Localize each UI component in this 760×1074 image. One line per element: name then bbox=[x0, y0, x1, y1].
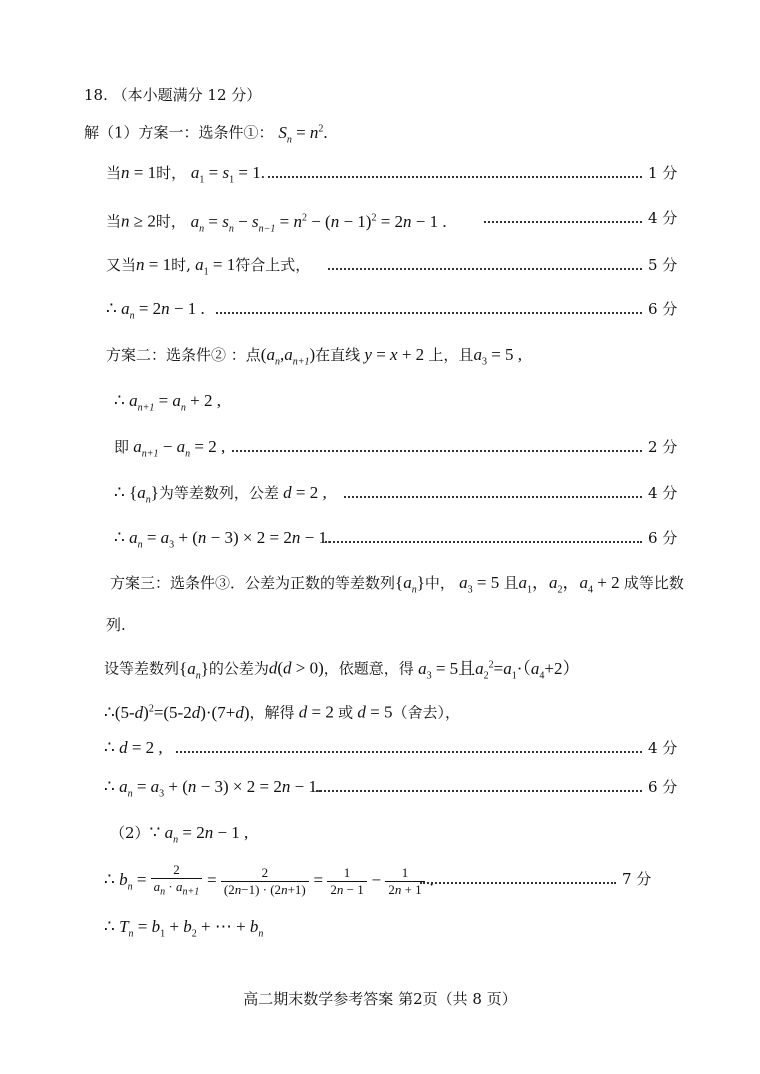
step-bn bbox=[104, 862, 434, 906]
leader-dots bbox=[328, 266, 642, 270]
formula: $a_1$，$a_2$，$a_4 + 2$ bbox=[518, 573, 624, 596]
step-arithmetic bbox=[114, 482, 327, 511]
question-number: 18. bbox=[84, 86, 108, 104]
leader-dots bbox=[232, 448, 642, 452]
text: 在直线 bbox=[315, 346, 361, 364]
formula: − bbox=[371, 870, 386, 890]
formula: $a_3 = 5$ bbox=[459, 573, 504, 596]
formula: ∴ $b_n$ = bbox=[104, 870, 151, 893]
formula: $(a_n,a_{n+1})$ bbox=[260, 345, 316, 368]
formula: n bbox=[121, 163, 130, 182]
formula: ∴ $a_n = 2n - 1$ . bbox=[106, 299, 205, 322]
score-mark: 1 分 bbox=[648, 164, 678, 182]
score-mark: 4 分 bbox=[648, 739, 678, 757]
text: 且 bbox=[503, 574, 519, 592]
formula: $a_3 = 5$ , bbox=[473, 345, 523, 368]
formula: y = x + 2 bbox=[364, 345, 429, 364]
formula: ∴ d = 2 , bbox=[104, 738, 163, 757]
text: 成等比数 bbox=[623, 574, 684, 592]
leader-dots bbox=[216, 310, 642, 314]
formula: d = 2 , bbox=[283, 483, 327, 502]
formula: = 1 bbox=[144, 255, 172, 274]
text: （2） bbox=[110, 824, 150, 842]
formula: $a_1 = 1$ bbox=[195, 255, 236, 278]
fraction: $\frac{2}{(2n-1) \cdot (2n+1)}$ bbox=[221, 865, 309, 898]
step-setup bbox=[104, 654, 580, 687]
fraction: $\frac{2}{a_n \cdot a_{n+1}}$ bbox=[151, 862, 203, 901]
formula: $\{a_n\}$ bbox=[395, 573, 425, 596]
plan-three bbox=[110, 572, 684, 601]
text: 当 bbox=[106, 164, 122, 182]
step-conclusion bbox=[106, 298, 205, 327]
text: 的公差为 bbox=[208, 659, 269, 678]
formula: $a_{n+1} - a_n = 2$ , bbox=[133, 437, 226, 460]
step-general-term bbox=[114, 527, 331, 556]
score-mark: 6 分 bbox=[648, 778, 678, 796]
step-equation bbox=[104, 698, 460, 724]
text: 又当 bbox=[106, 256, 137, 274]
step-an-result bbox=[104, 776, 321, 805]
text: 时， bbox=[155, 212, 186, 231]
text: 时, bbox=[171, 256, 191, 274]
question-header bbox=[84, 84, 261, 106]
step-d-value bbox=[104, 737, 163, 759]
text: 为等差数列，公差 bbox=[158, 484, 279, 502]
page-footer: 高二期末数学参考答案 第2页（共 8 页） bbox=[243, 990, 517, 1008]
text: 当 bbox=[106, 212, 122, 231]
text: （舍去）， bbox=[392, 703, 460, 722]
formula: . bbox=[429, 870, 434, 890]
score-mark: 4 分 bbox=[648, 209, 678, 227]
formula: d = 5 bbox=[357, 702, 393, 722]
step-recurrence bbox=[114, 390, 221, 419]
score-mark: 7 分 bbox=[622, 870, 652, 888]
formula: ≥ 2 bbox=[129, 211, 156, 231]
fraction: $\frac{1}{2n + 1}$ bbox=[385, 865, 424, 898]
formula: = bbox=[207, 870, 221, 890]
step-difference bbox=[114, 436, 225, 465]
formula: n bbox=[136, 255, 145, 274]
leader-dots bbox=[322, 539, 642, 543]
formula: $a_3 = 5$且$a_2^2=a_1\cdot(a_4+2)$ bbox=[418, 658, 580, 682]
formula: d(d > 0) bbox=[268, 658, 324, 678]
text: 中， bbox=[424, 574, 455, 592]
text: 方案二：选条件② ：点 bbox=[106, 346, 261, 364]
leader-dots bbox=[176, 749, 642, 753]
text: 设等差数列 bbox=[104, 659, 180, 678]
step-check bbox=[106, 254, 310, 283]
text: 上，且 bbox=[428, 346, 474, 364]
part-two bbox=[110, 822, 248, 851]
formula: ∴ $a_n = a_3 + (n - 3) \times 2 = 2n - 1$. bbox=[114, 528, 332, 551]
score-mark: 5 分 bbox=[648, 256, 678, 274]
formula: $S_n = n^2$. bbox=[278, 122, 328, 146]
formula: ∴ $a_n = a_3 + (n - 3) \times 2 = 2n - 1$. bbox=[104, 777, 322, 800]
formula: ∴ $\{a_n\}$ bbox=[114, 483, 159, 506]
text: 或 bbox=[338, 703, 354, 722]
text: 方案三：选条件③．公差为正数的等差数列 bbox=[110, 574, 396, 592]
text: ，依题意，得 bbox=[323, 659, 414, 678]
score-mark: 6 分 bbox=[648, 300, 678, 318]
text: 符合上式， bbox=[235, 256, 311, 274]
formula: ∴ $T_n = b_1 + b_2$ + ⋯ + $b_n$ bbox=[104, 917, 264, 940]
text: 即 bbox=[114, 438, 130, 456]
leader-dots bbox=[312, 788, 642, 792]
question-note: （本小题满分 12 分） bbox=[112, 86, 262, 104]
formula: = bbox=[313, 870, 328, 890]
formula: = 1 bbox=[129, 163, 157, 182]
plan-three-cont: 列. bbox=[106, 616, 126, 634]
step-n1 bbox=[106, 162, 265, 191]
score-mark: 2 分 bbox=[648, 438, 678, 456]
plan-two bbox=[106, 344, 522, 373]
text: 时， bbox=[156, 164, 187, 182]
text: ，解得 bbox=[249, 703, 295, 722]
leader-dots bbox=[484, 219, 642, 223]
formula: $\therefore(5-d)^2=(5-2d)\cdot(7+d)$ bbox=[104, 702, 250, 722]
leader-dots bbox=[420, 880, 616, 884]
formula: n bbox=[121, 211, 130, 231]
formula: ∴ $a_{n+1} = a_n + 2$ , bbox=[114, 391, 222, 414]
score-mark: 4 分 bbox=[648, 484, 678, 502]
formula: $a_1 = s_1 = 1$. bbox=[190, 163, 265, 186]
score-mark: 6 分 bbox=[648, 529, 678, 547]
step-n2 bbox=[106, 207, 447, 240]
formula: ∵ $a_n = 2n - 1$ , bbox=[149, 823, 249, 846]
fraction: $\frac{1}{2n - 1}$ bbox=[327, 865, 366, 898]
solution-intro-line bbox=[84, 118, 328, 151]
formula: d = 2 bbox=[298, 702, 339, 722]
leader-dots bbox=[268, 174, 642, 178]
step-tn bbox=[104, 916, 263, 945]
leader-dots bbox=[344, 494, 642, 498]
formula: $\{a_n\}$ bbox=[179, 658, 209, 682]
solution-intro: 解（1）方案一：选条件①： bbox=[84, 123, 274, 142]
formula: $a_n = s_n - s_{n-1} = n^2 - (n - 1)^2 = 2n - 1$ . bbox=[190, 211, 447, 235]
